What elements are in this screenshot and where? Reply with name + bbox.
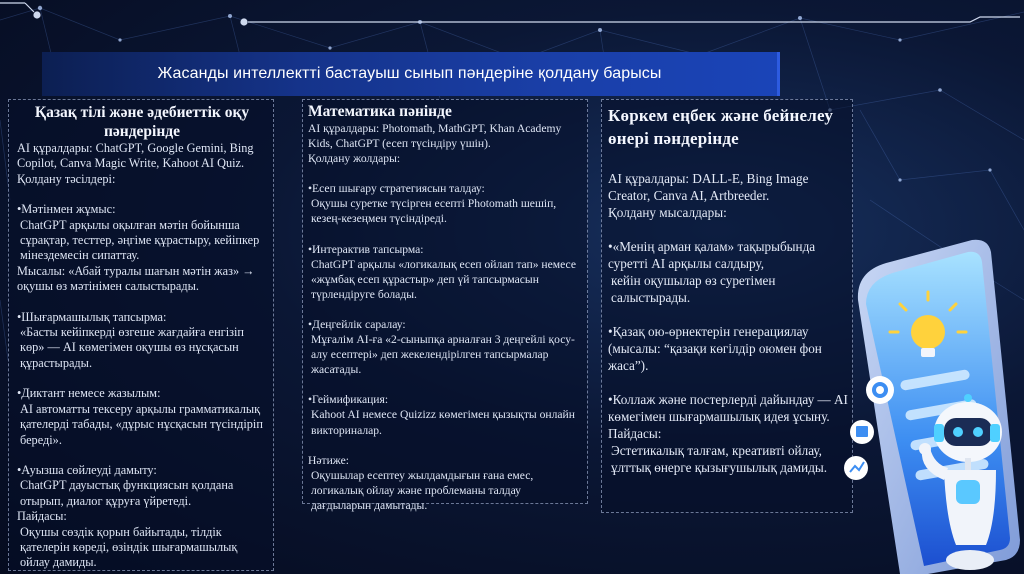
text-line [308, 166, 583, 181]
column-art [601, 99, 853, 513]
text-line [17, 187, 267, 202]
column-title: Көркем еңбек және бейнелеу өнері пәндерінде [608, 106, 834, 148]
text-line: ChatGPT арқылы «логикалық есеп ойлап тап» немесе «жұмбақ есеп құрастыр» деп үй тапсырмасын түрлендіруге болады. [311, 257, 576, 301]
text-line [308, 438, 583, 453]
text-line [17, 295, 267, 310]
text-line: Мысалы: «Абай туралы шағын мәтін жаз» → оқушы өз мәтінімен салыстырады. [17, 263, 255, 294]
text-line: Мұғалім AI-ға «2-сыныпқа арналған 3 деңгейлі қосу-алу есептері» деп жекелендірілген тапсырмалар жасатады. [311, 333, 575, 377]
text-line: •Есеп шығару стратегиясын талдау: [308, 182, 485, 196]
column-body [308, 121, 583, 513]
text-line: Оқушы сөздік қорын байытады, тілдік қателерін көреді, өзіндік шығармашылық ойлау дамиды. [20, 524, 238, 570]
text-line: •Шығармашылық тапсырма: [17, 309, 167, 324]
text-line: Қолдану тәсілдері: [17, 171, 116, 186]
text-line: Қолдану мысалдары: [608, 205, 727, 220]
text-line: •Геймификация: [308, 393, 389, 407]
text-line: Қолдану жолдары: [308, 152, 401, 166]
text-line: ChatGPT дауыстық функциясын қолдана отырып, диалог құруға үйретеді. [20, 478, 234, 508]
text-line [308, 377, 583, 392]
column-body [17, 141, 267, 571]
text-line: Оқушылар есептеу жылдамдығын ғана емес, логикалық ойлау және проблеманы талдау дағдыларын дамытады. [311, 468, 534, 512]
text-line [308, 227, 583, 242]
text-line: Оқушы суретке түсірген есепті Photomath шешіп, кезең-кезеңмен түсіндіреді. [311, 197, 557, 226]
text-line: •Қазақ ою-өрнектерін генерациялау (мысалы: “қазақи көгілдір оюмен фон жаса”). [608, 324, 822, 373]
text-line [308, 302, 583, 317]
column-title: Қазақ тілі және әдебиеттік оқу пәндерінде [34, 104, 250, 140]
text-line: Эстетикалық талғам, креативті ойлау, ұлттық өнерге қызығушылық дамиды. [611, 443, 828, 475]
text-line: ChatGPT арқылы оқылған мәтін бойынша сұрақтар, тесттер, әңгіме құрастыру, кейіпкер мінездемесін сипаттау. [20, 217, 260, 263]
text-line [608, 374, 848, 391]
text-line: «Басты кейіпкерді өзгеше жағдайға енгізіп көр» — AI көмегімен оқушы өз нұсқасын құрастырады. [20, 325, 244, 370]
text-line: AI құралдары: ChatGPT, Google Gemini, Bing Copilot, Canva Magic Write, Kahoot AI Quiz. [17, 141, 254, 171]
page-title: Жасанды интеллектті бастауыш сынып пәндеріне қолдану барысы [157, 65, 662, 82]
text-line: Kahoot AI немесе Quizizz көмегімен қызықты онлайн викториналар. [311, 408, 575, 437]
text-line: кейін оқушылар өз суретімен салыстырады. [611, 273, 776, 305]
column-kazakh-language [8, 99, 274, 571]
text-line: •Интерактив тапсырма: [308, 242, 424, 256]
text-line: AI құралдары: DALL-E, Bing Image Creator, Canva AI, Artbreeder. [608, 171, 809, 203]
text-line: AI құралдары: Photomath, MathGPT, Khan Academy Kids, ChatGPT (есеп түсіндіру үшін). [308, 122, 562, 151]
text-line: •«Менің арман қалам» тақырыбында суретті AI арқылы салдыру, [608, 239, 816, 271]
column-title: Математика пәнінде [308, 103, 452, 120]
text-line: Пайдасы: [17, 509, 67, 524]
text-line: •Ауызша сөйлеуді дамыту: [17, 462, 157, 477]
column-body [608, 170, 848, 476]
text-line: •Диктант немесе жазылым: [17, 386, 161, 401]
text-line: Нәтиже: [308, 453, 350, 467]
text-line [17, 371, 267, 386]
text-line: Пайдасы: [608, 426, 662, 441]
text-line [608, 306, 848, 323]
text-line [608, 221, 848, 238]
text-line: •Деңгейлік саралау: [308, 317, 406, 331]
text-line [17, 448, 267, 463]
text-line: AI автоматты тексеру арқылы грамматикалық қателерді табады, «дұрыс нұсқасын түсіндіріп береді». [20, 401, 263, 447]
column-mathematics [302, 99, 588, 512]
text-line: •Мәтінмен жұмыс: [17, 202, 116, 217]
text-line: •Коллаж және постерлерді дайындау — AI көмегімен шығармашылық идея ұсыну. [608, 392, 848, 424]
title-banner [42, 52, 780, 96]
